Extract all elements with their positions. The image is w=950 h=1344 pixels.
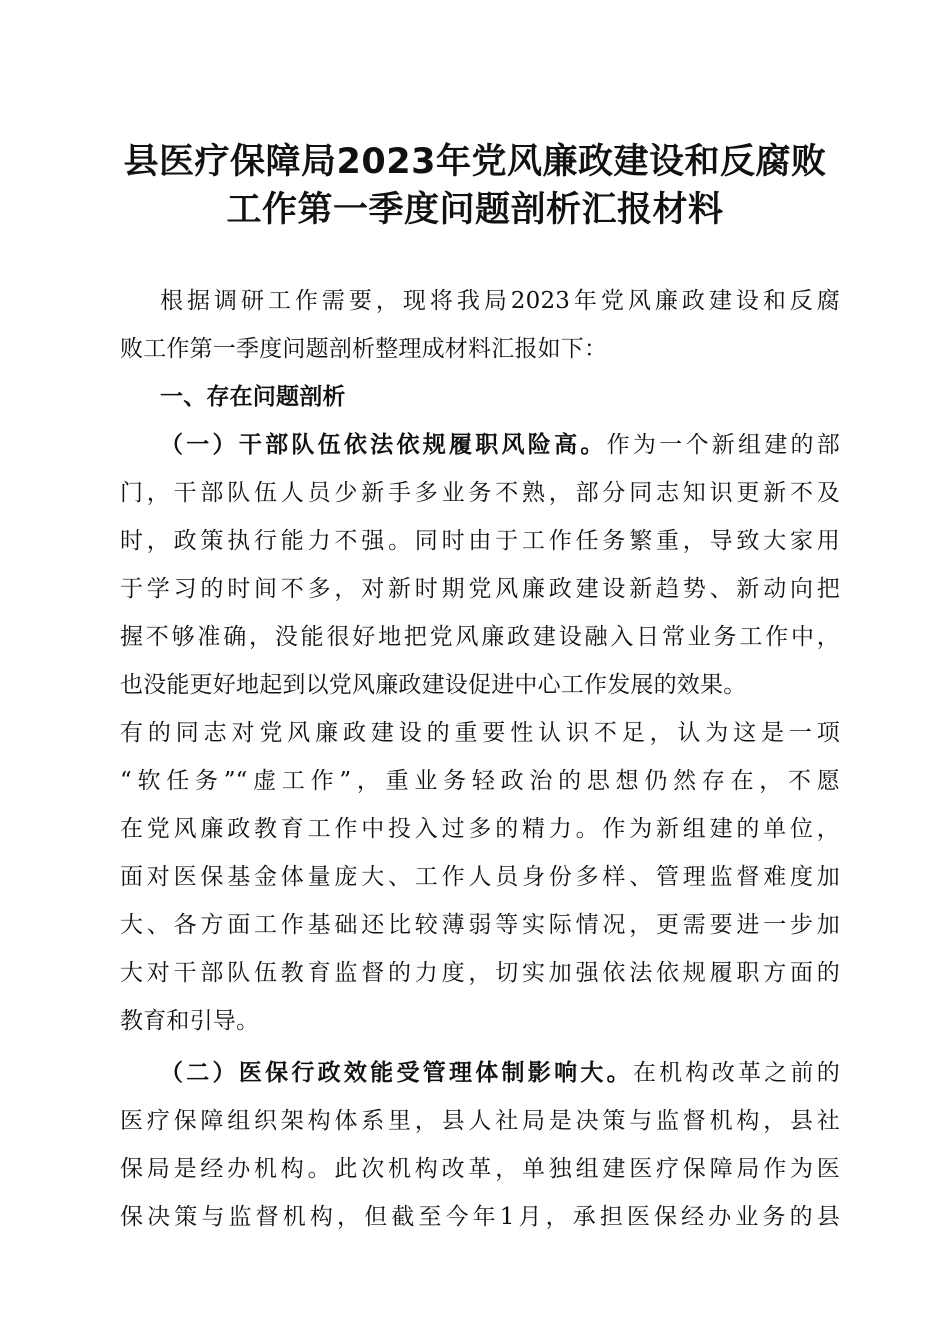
document-body: [120, 281, 840, 1245]
item2-first-line: [120, 1053, 840, 1101]
item2-line: 保决策与监督机构，但截至今年1月，承担医保经办业务的县: [120, 1204, 840, 1230]
item1-line: 于学习的时间不多，对新时期党风廉政建设新趋势、新动向把: [120, 576, 840, 602]
intro-line-2: 败工作第一季度问题剖析整理成材料汇报如下：: [120, 336, 608, 362]
item1-line: 大、各方面工作基础还比较薄弱等实际情况，更需要进一步加: [120, 912, 840, 938]
item1-line: 有的同志对党风廉政建设的重要性认识不足，认为这是一项: [120, 720, 840, 746]
item1-heading: （一）干部队伍依法依规履职风险高。: [160, 432, 607, 458]
item1-line: 握不够准确，没能很好地把党风廉政建设融入日常业务工作中，: [120, 624, 840, 650]
item2-heading: （二）医保行政效能受管理体制影响大。: [160, 1060, 633, 1086]
item1-line: 面对医保基金体量庞大、工作人员身份多样、管理监督难度加: [120, 864, 840, 890]
item1-line: 也没能更好地起到以党风廉政建设促进中心工作发展的效果。: [120, 672, 747, 698]
item2-line: 保局是经办机构。此次机构改革，单独组建医疗保障局作为医: [120, 1156, 840, 1182]
item1-line: 门，干部队伍人员少新手多业务不熟，部分同志知识更新不及: [120, 480, 840, 506]
item2-first-line-text: 在机构改革之前的: [632, 1060, 840, 1086]
item2-line: 医疗保障组织架构体系里，县人社局是决策与监督机构，县社: [120, 1108, 840, 1134]
item1-line: “软任务”“虚工作”，重业务轻政治的思想仍然存在，不愿: [120, 768, 840, 794]
section-heading-1: 一、存在问题剖析: [160, 384, 346, 410]
intro-line-1: 根据调研工作需要，现将我局2023年党风廉政建设和反腐: [160, 288, 840, 314]
document-title-line-1: 县医疗保障局2023年党风廉政建设和反腐败: [123, 142, 827, 182]
item1-line: 时，政策执行能力不强。同时由于工作任务繁重，导致大家用: [120, 528, 840, 554]
item1-first-line: [120, 425, 840, 473]
item1-line: 大对干部队伍教育监督的力度，切实加强依法依规履职方面的: [120, 960, 840, 986]
item1-line: 教育和引导。: [120, 1008, 260, 1034]
item1-first-line-text: 作为一个新组建的部: [606, 432, 840, 458]
document-title-line-2: 工作第一季度问题剖析汇报材料: [226, 190, 724, 230]
item1-line: 在党风廉政教育工作中投入过多的精力。作为新组建的单位，: [120, 816, 840, 842]
